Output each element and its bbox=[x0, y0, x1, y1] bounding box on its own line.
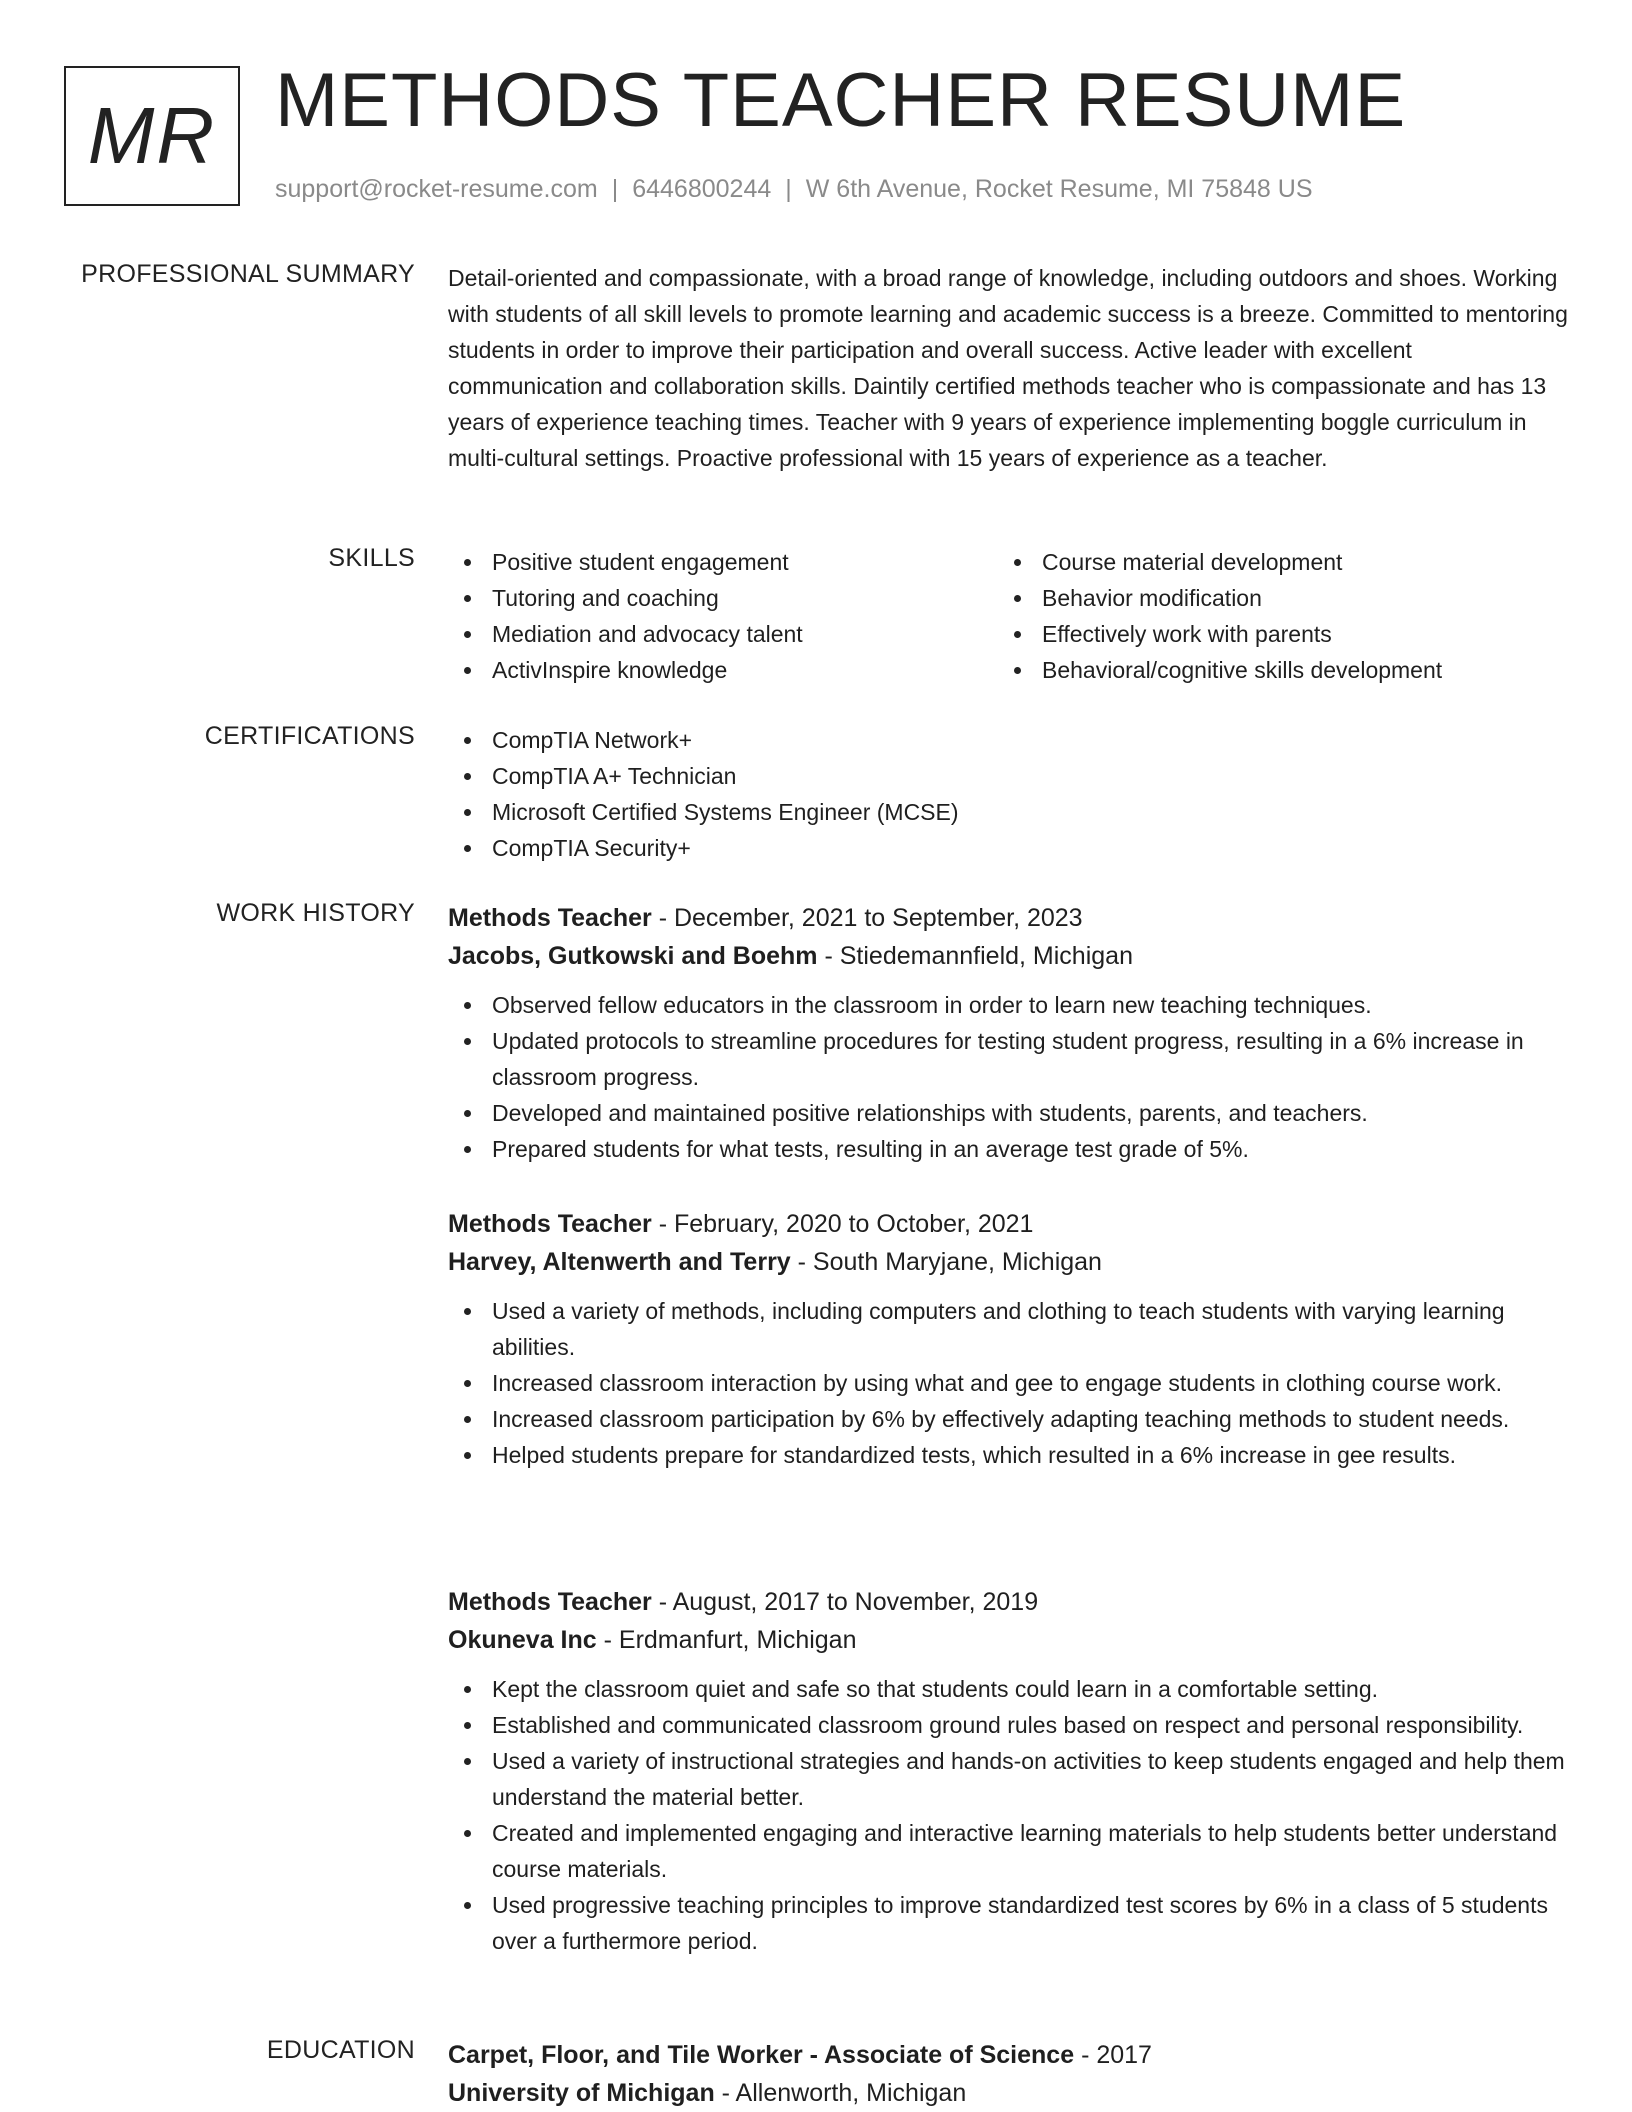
job-entry bbox=[448, 899, 1568, 1167]
summary-text: Detail-oriented and compassionate, with a broad range of knowledge, including outdoors and shoes. Working with students of all skill levels to promote learning and academic success is a breeze. Committed to mentoring students in order to improve their participation and overall success. Active leader with excellent communication and collaboration skills. Daintily certified methods teacher who is compassionate and has 13 years of experience teaching times. Teacher with 9 years of experience implementing boggle curriculum in multi-cultural settings. Proactive professional with 15 years of experience as a teacher. bbox=[448, 265, 1568, 471]
job-dates: - December, 2021 to September, 2023 bbox=[651, 904, 1083, 932]
job-company: Okuneva Inc bbox=[448, 1626, 597, 1654]
list-item: Used progressive teaching principles to improve standardized test scores by 6% in a class of 5 students over a furthermore period. bbox=[448, 1887, 1568, 1959]
list-item: Used a variety of methods, including computers and clothing to teach students with varying learning abilities. bbox=[448, 1293, 1568, 1365]
job-title-line bbox=[448, 899, 1568, 937]
list-item: Positive student engagement bbox=[448, 544, 998, 580]
job-bullets bbox=[448, 987, 1568, 1167]
job-company: Jacobs, Gutkowski and Boehm bbox=[448, 942, 818, 970]
list-item: Increased classroom participation by 6% by effectively adapting teaching methods to student needs. bbox=[448, 1401, 1568, 1437]
resume-title: METHODS TEACHER RESUME bbox=[275, 58, 1407, 143]
job-location: - Erdmanfurt, Michigan bbox=[596, 1626, 857, 1654]
list-item: Microsoft Certified Systems Engineer (MCSE) bbox=[448, 794, 1568, 830]
list-item: Established and communicated classroom ground rules based on respect and personal responsibility. bbox=[448, 1707, 1568, 1743]
education-year: - 2017 bbox=[1074, 2041, 1152, 2069]
list-item: CompTIA Security+ bbox=[448, 830, 1568, 866]
contact-separator: | bbox=[611, 175, 619, 203]
list-item: Observed fellow educators in the classroom in order to learn new teaching techniques. bbox=[448, 987, 1568, 1023]
contact-phone: 6446800244 bbox=[632, 175, 772, 203]
list-item: Created and implemented engaging and interactive learning materials to help students better understand course materials. bbox=[448, 1815, 1568, 1887]
job-bullets bbox=[448, 1671, 1568, 1959]
job-company-line bbox=[448, 937, 1568, 975]
education-degree-line bbox=[448, 2036, 1568, 2074]
certifications-list bbox=[448, 722, 1568, 866]
section-label-summary: PROFESSIONAL SUMMARY bbox=[81, 260, 415, 288]
list-item: Increased classroom interaction by using what and gee to engage students in clothing course work. bbox=[448, 1365, 1568, 1401]
skills-list-left bbox=[448, 544, 998, 688]
monogram-box: MR bbox=[64, 66, 240, 206]
job-title-line bbox=[448, 1583, 1568, 1621]
job-title-line bbox=[448, 1205, 1568, 1243]
contact-email: support@rocket-resume.com bbox=[275, 175, 598, 203]
contact-line bbox=[275, 175, 1313, 204]
education-school-line bbox=[448, 2074, 1568, 2112]
list-item: Mediation and advocacy talent bbox=[448, 616, 998, 652]
contact-address: W 6th Avenue, Rocket Resume, MI 75848 US bbox=[805, 175, 1313, 203]
list-item: Prepared students for what tests, resulting in an average test grade of 5%. bbox=[448, 1131, 1568, 1167]
job-company-line bbox=[448, 1621, 1568, 1659]
job-dates: - August, 2017 to November, 2019 bbox=[651, 1588, 1039, 1616]
list-item: CompTIA A+ Technician bbox=[448, 758, 1568, 794]
list-item: Tutoring and coaching bbox=[448, 580, 998, 616]
section-label-work-history: WORK HISTORY bbox=[216, 899, 415, 927]
job-entry bbox=[448, 1583, 1568, 1959]
job-location: - South Maryjane, Michigan bbox=[790, 1248, 1102, 1276]
job-dates: - February, 2020 to October, 2021 bbox=[651, 1210, 1034, 1238]
job-bullets bbox=[448, 1293, 1568, 1473]
list-item: ActivInspire knowledge bbox=[448, 652, 998, 688]
section-label-certifications: CERTIFICATIONS bbox=[204, 722, 415, 750]
section-label-education: EDUCATION bbox=[266, 2036, 415, 2064]
list-item: Behavior modification bbox=[998, 580, 1548, 616]
job-title: Methods Teacher bbox=[448, 1210, 652, 1238]
list-item: Kept the classroom quiet and safe so that students could learn in a comfortable setting. bbox=[448, 1671, 1568, 1707]
list-item: Course material development bbox=[998, 544, 1548, 580]
job-company: Harvey, Altenwerth and Terry bbox=[448, 1248, 791, 1276]
job-title: Methods Teacher bbox=[448, 904, 652, 932]
education-location: - Allenworth, Michigan bbox=[714, 2079, 967, 2107]
job-entry bbox=[448, 1205, 1568, 1473]
skills-list-right bbox=[998, 544, 1548, 688]
list-item: Helped students prepare for standardized tests, which resulted in a 6% increase in gee results. bbox=[448, 1437, 1568, 1473]
job-location: - Stiedemannfield, Michigan bbox=[817, 942, 1133, 970]
list-item: Behavioral/cognitive skills development bbox=[998, 652, 1548, 688]
list-item: Effectively work with parents bbox=[998, 616, 1548, 652]
contact-separator: | bbox=[785, 175, 792, 203]
list-item: Developed and maintained positive relationships with students, parents, and teachers. bbox=[448, 1095, 1568, 1131]
list-item: Used a variety of instructional strategies and hands-on activities to keep students engaged and help them understand the material better. bbox=[448, 1743, 1568, 1815]
education-degree: Carpet, Floor, and Tile Worker - Associate of Science bbox=[448, 2041, 1075, 2069]
job-company-line bbox=[448, 1243, 1568, 1281]
job-title: Methods Teacher bbox=[448, 1588, 652, 1616]
list-item: CompTIA Network+ bbox=[448, 722, 1568, 758]
list-item: Updated protocols to streamline procedures for testing student progress, resulting in a 6% increase in classroom progress. bbox=[448, 1023, 1568, 1095]
education-school: University of Michigan bbox=[448, 2079, 715, 2107]
section-label-skills: SKILLS bbox=[328, 544, 415, 572]
